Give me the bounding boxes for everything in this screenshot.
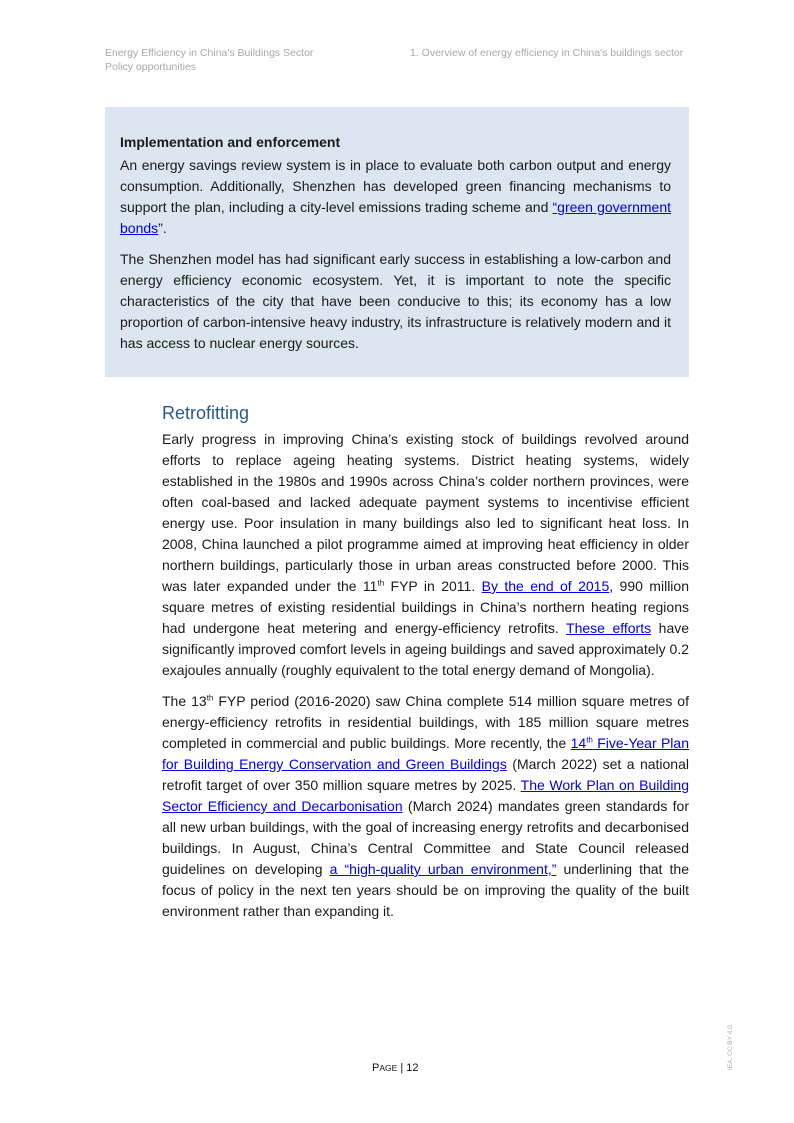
text: P [372, 1062, 380, 1074]
callout-box [105, 107, 689, 377]
text: have significantly improved comfort levels in ageing buildings and saved approximately 0.2 exajoules annually (roughly equivalent to the total energy demand of Mongolia). [162, 620, 690, 678]
text: (March 2024) mandates green standards for all new urban buildings, with the goal of increasing energy retrofits and decarbonised buildings. In August, China’s Central Committee and State Council released guidelines on developing [162, 798, 689, 877]
urban-environment-link[interactable]: a “high-quality urban environment,” [329, 861, 557, 877]
report-title: Energy Efficiency in China's Buildings Sector [105, 47, 314, 59]
callout-title: Implementation and enforcement [120, 134, 341, 150]
superscript: th [377, 578, 385, 588]
running-header-left [105, 46, 313, 74]
superscript: th [206, 693, 214, 703]
text: The 13 [162, 693, 207, 709]
green-bonds-link[interactable]: “green government bonds [120, 199, 672, 236]
superscript: th [586, 735, 593, 745]
text: Five-Year Plan for Building Energy Conservation and Green Buildings [162, 735, 689, 772]
text: (March 2022) set a national retrofit target of over 350 million square metres by 2025. [162, 756, 689, 793]
text: Early progress in improving China’s existing stock of buildings revolved around efforts to replace ageing heating systems. District heating systems, widely established in the 1980s and 1990s across China’s colder northern provinces, were often coal-based and lacked adequate payment systems to incentivise efficient energy use. Poor insulation in many buildings also led to significant heat loss. In 2008, China launched a pilot programme aimed at improving heat efficiency in older northern buildings, particularly those in urban areas constructed before 2000. This was later expanded under the 11 [162, 431, 689, 594]
page-number [372, 1062, 419, 1074]
text: , 990 million square metres of existing residential buildings in China’s northern heating regions had undergone heat metering and energy-efficiency retrofits. [162, 578, 689, 636]
callout-paragraph: The Shenzhen model has had significant early success in establishing a low-carbon and energy efficiency economic ecosystem. Yet, it is important to note the specific characteristics of the city that have been conducive to this; its economy has a low proportion of carbon-intensive heavy industry, its infrastructure is relatively modern and it has access to nuclear energy sources. [120, 251, 671, 351]
text: FYP in 2011. [384, 578, 482, 594]
work-plan-link[interactable]: The Work Plan on Building Sector Efficiency and Decarbonisation [162, 777, 690, 814]
text: ”. [158, 220, 167, 236]
body-paragraph [162, 429, 689, 681]
text: underlining that the focus of policy in the next ten years should be on improving the quality of the built environment rather than expanding it. [162, 861, 689, 919]
body-paragraph [162, 691, 689, 922]
text: 12 [406, 1062, 419, 1074]
text: An energy savings review system is in place to evaluate both carbon output and energy consumption. Additionally, Shenzhen has developed green financing mechanisms to support the plan, including a city-level emissions trading scheme and [120, 157, 671, 215]
end-of-2015-link[interactable]: By the end of 2015 [481, 578, 610, 594]
text: 14 [570, 735, 587, 751]
text: FYP period (2016-2020) saw China complete 514 million square metres of energy-efficiency retrofits in residential buildings, with 185 million square metres completed in commercial and public buildings. More recently, the [162, 693, 689, 751]
text: AGE [379, 1063, 398, 1073]
section-heading: Retrofitting [162, 403, 250, 423]
main-content [162, 400, 689, 932]
text: | [397, 1062, 407, 1074]
these-efforts-link[interactable]: These efforts [566, 620, 652, 636]
report-subtitle: Policy opportunities [105, 61, 197, 73]
license-note: IEA. CC BY 4.0. [727, 1023, 734, 1070]
callout-paragraph [120, 155, 671, 239]
running-header-right: 1. Overview of energy efficiency in China's buildings sector [410, 47, 684, 59]
